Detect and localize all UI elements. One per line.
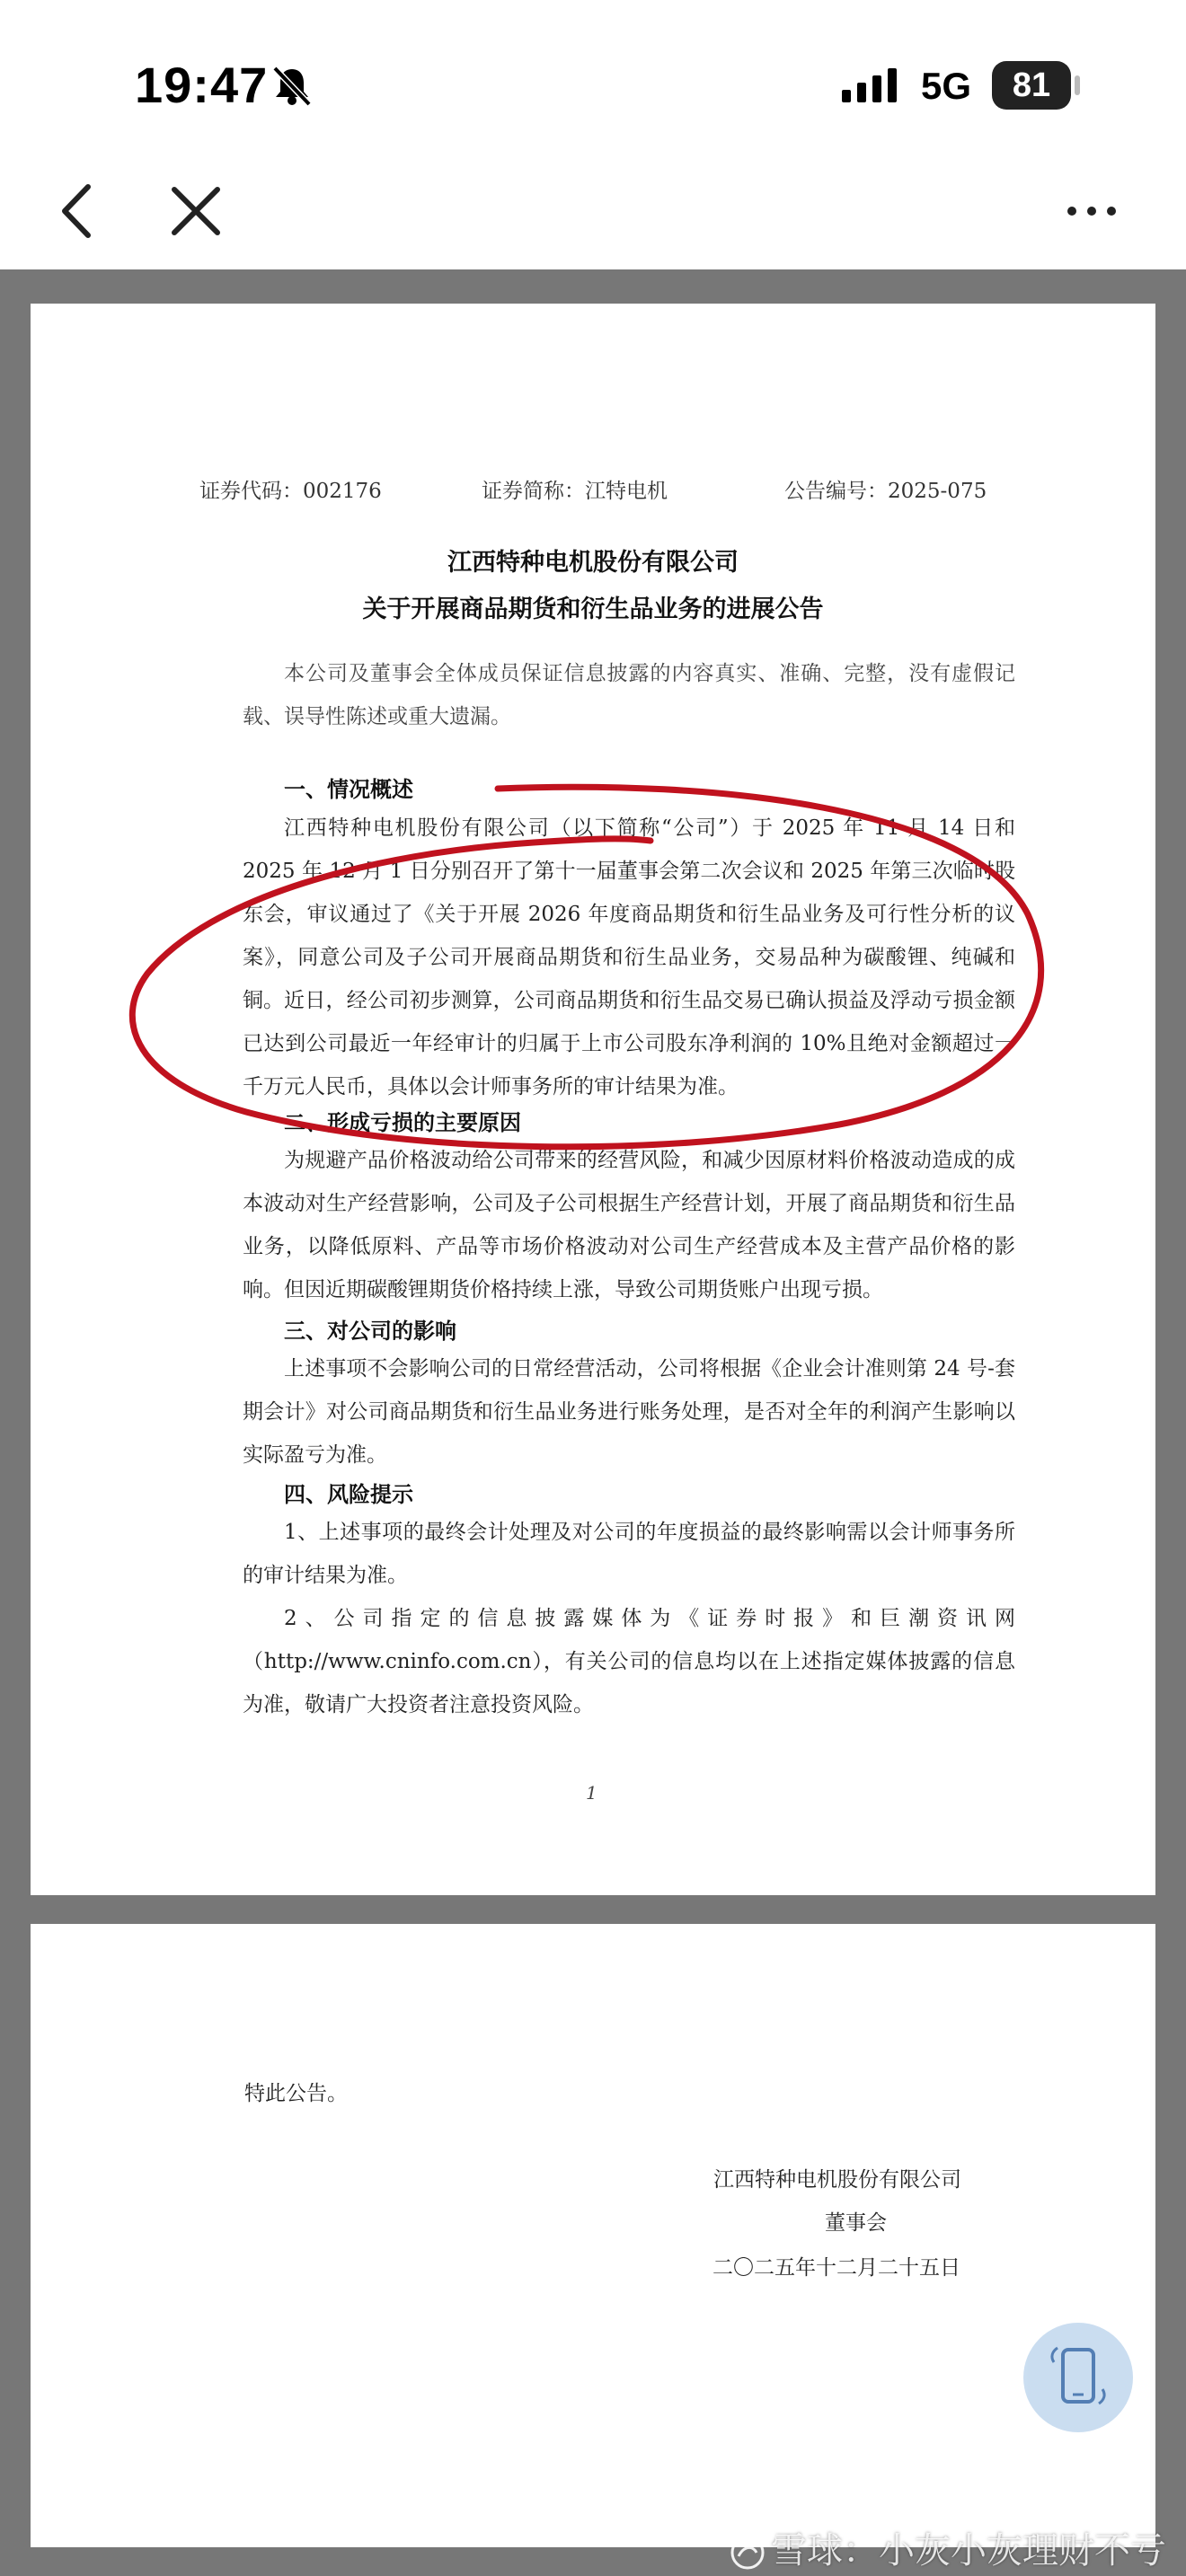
status-time: 19:47 bbox=[135, 57, 269, 113]
page-number: 1 bbox=[586, 1782, 597, 1804]
document-viewer[interactable] bbox=[0, 269, 1186, 2576]
security-code: 证券代码：002176 bbox=[199, 480, 382, 503]
chevron-left-icon[interactable] bbox=[54, 180, 99, 243]
section-heading-3: 三、对公司的影响 bbox=[284, 1319, 456, 1344]
signal-icon bbox=[840, 68, 903, 104]
more-horizontal-icon[interactable] bbox=[1065, 202, 1119, 220]
section-heading-1: 一、情况概述 bbox=[284, 777, 413, 802]
watermark-text: 雪球：小灰小灰理财不亏 bbox=[771, 2530, 1166, 2572]
section-heading-4: 四、风险提示 bbox=[284, 1482, 413, 1507]
network-type: 5G bbox=[921, 65, 972, 107]
bell-muted-icon bbox=[270, 63, 314, 108]
section-4-paragraph-1: 1、上述事项的最终会计处理及对公司的年度损益的最终影响需以会计师事务所的审计结果为准。 bbox=[243, 1521, 1015, 1587]
section-1-paragraph-1: 江西特种电机股份有限公司（以下简称“公司”）于 2025 年 11 月 14 日和 2025 年 12 月 1 日分别召开了第十一届董事会第二次会议和 2025 年第三次临时股东会，审议通过了《关于开展 2026 年度商品期货和衍生品业务及可行性分析的议案》，同意公司及子公司开展商品期货和衍生品业务，交易品种为碳酸锂、纯碱和铜。 bbox=[243, 816, 1015, 1012]
close-icon[interactable] bbox=[169, 184, 223, 238]
snowball-logo-icon bbox=[730, 2535, 766, 2571]
battery-indicator: 81 bbox=[992, 61, 1071, 110]
signature-company: 江西特种电机股份有限公司 bbox=[713, 2168, 961, 2192]
signature-board: 董事会 bbox=[825, 2211, 887, 2235]
section-4-paragraph-2: 2、公司指定的信息披露媒体为《证券时报》和巨潮资讯网（http://www.cninfo.com.cn），有关公司的信息均以在上述指定媒体披露的信息为准，敬请广大投资者注意投资风险。 bbox=[243, 1607, 1015, 1716]
section-heading-2: 二、形成亏损的主要原因 bbox=[284, 1110, 521, 1135]
watermark bbox=[730, 2522, 1166, 2573]
status-bar bbox=[0, 0, 1186, 171]
section-2-paragraph-1: 为规避产品价格波动给公司带来的经营风险，和减少因原材料价格波动造成的成本波动对生产经营影响，公司及子公司根据生产经营计划，开展了商品期货和衍生品业务，以降低原料、产品等市场价格波动对公司生产经营成本及主营产品价格的影响。但因近期碳酸锂期货价格持续上涨，导致公司期货账户出现亏损。 bbox=[243, 1149, 1015, 1301]
announcement-number: 公告编号：2025-075 bbox=[784, 480, 987, 503]
section-1-paragraph-2: 近日，经公司初步测算，公司商品期货和衍生品交易已确认损益及浮动亏损金额已达到公司最近一年经审计的归属于上市公司股东净利润的 10%且绝对金额超过一千万元人民币，具体以会计师事务所的审计结果为准。 bbox=[243, 989, 1015, 1098]
section-3-paragraph-1: 上述事项不会影响公司的日常经营活动，公司将根据《企业会计准则第 24 号-套期会计》对公司商品期货和衍生品业务进行账务处理，是否对全年的利润产生影响以实际盈亏为准。 bbox=[243, 1357, 1015, 1467]
document-title-company: 江西特种电机股份有限公司 bbox=[447, 549, 739, 577]
document-page-2 bbox=[31, 1924, 1155, 2547]
board-statement: 本公司及董事会全体成员保证信息披露的内容真实、准确、完整，没有虚假记载、误导性陈述或重大遗漏。 bbox=[243, 662, 1015, 728]
phone-rotate-icon bbox=[1023, 2323, 1133, 2432]
battery-tip bbox=[1075, 75, 1080, 95]
signature-date: 二〇二五年十二月二十五日 bbox=[712, 2256, 960, 2280]
document-title-subject: 关于开展商品期货和衍生品业务的进展公告 bbox=[362, 595, 824, 623]
rotate-screen-button[interactable] bbox=[1023, 2323, 1133, 2432]
document-page-1 bbox=[31, 304, 1155, 1895]
security-abbreviation: 证券简称：江特电机 bbox=[482, 480, 668, 503]
closing-remark: 特此公告。 bbox=[244, 2082, 348, 2105]
